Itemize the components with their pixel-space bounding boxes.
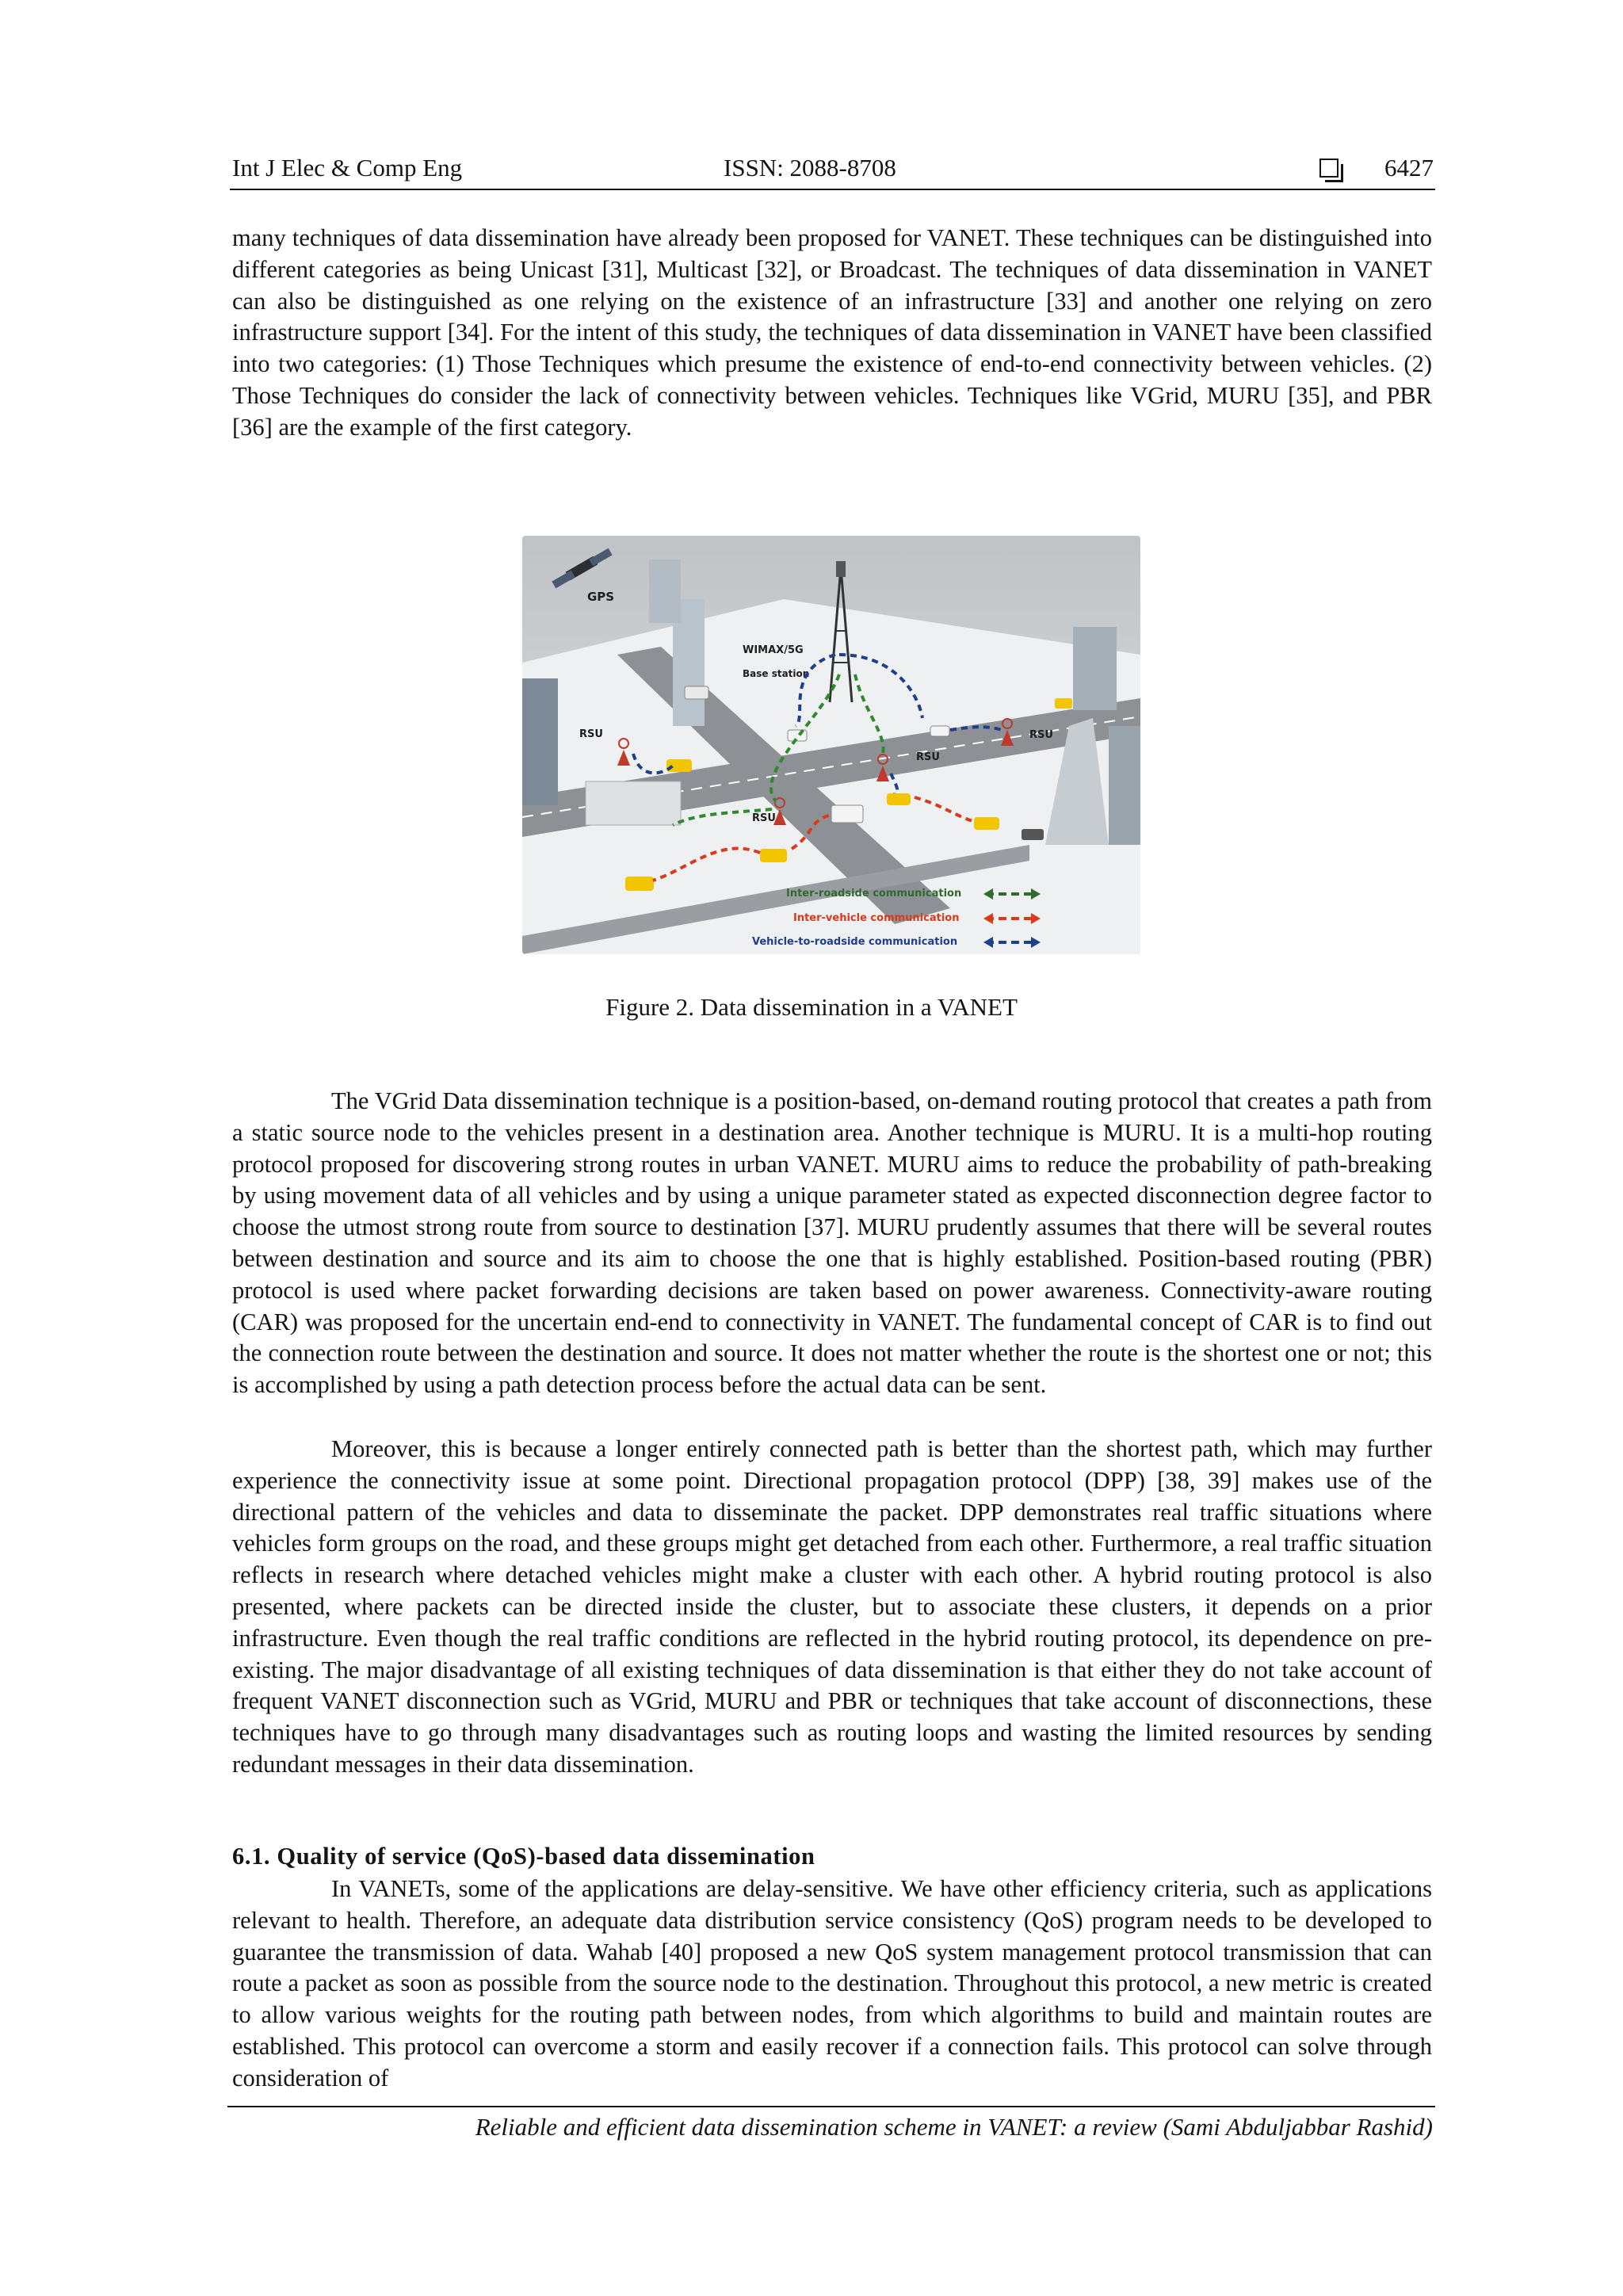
rsu-label-center: RSU bbox=[916, 751, 940, 763]
building-tall bbox=[649, 560, 681, 623]
base-station-label-line2: Base station bbox=[743, 668, 810, 679]
base-station-label-line1: WIMAX/5G bbox=[743, 644, 804, 656]
section-heading-6-1: 6.1. Quality of service (QoS)-based data dissemination bbox=[232, 1843, 815, 1870]
issn: ISSN: 2088-8708 bbox=[724, 154, 896, 181]
running-footer: Reliable and efficient data dissemination scheme in VANET: a review (Sami Abduljabbar Rashid) bbox=[475, 2113, 1433, 2141]
rsu-label-right: RSU bbox=[1029, 729, 1053, 741]
footer-rule bbox=[227, 2106, 1435, 2107]
legend-label-inter-roadside: Inter-roadside communication bbox=[786, 888, 962, 900]
rsu-label-bottom: RSU bbox=[752, 812, 776, 824]
page-number: 6427 bbox=[1384, 154, 1434, 181]
building-left bbox=[522, 678, 558, 805]
building-far-right bbox=[1109, 726, 1140, 845]
rsu-label-left: RSU bbox=[579, 728, 603, 740]
header-rule bbox=[230, 189, 1435, 190]
paragraph-intro: many techniques of data dissemination have already been proposed for VANET. These techniques can be distinguished into different categories as being Unicast [31], Multicast [32], or Broadcast. The techniques of data dissemination in VANET can also be distinguished as one relying on the existence of an infrastructure [33] and another one relying on zero infrastructure support [34]. For the intent of this study, the techniques of data dissemination in VANET have been classified into two categories: (1) Those Techniques which presume the existence of end-to-end connectivity between vehicles. (2) Those Techniques do consider the lack of connectivity between vehicles. Techniques like VGrid, MURU [35], and PBR [36] are the example of the first category. bbox=[232, 224, 1432, 441]
gps-label: GPS bbox=[587, 590, 615, 604]
paragraph-moreover: Moreover, this is because a longer entirely connected path is better than the shortest path, which may further experience the connectivity issue at some point. Directional propagation protocol (DPP) [38, 39] makes use of the directional pattern of the vehicles and data to disseminate the packet. DPP demonstrates real traffic situations where vehicles form groups on the road, and these groups might get detached from each other. Furthermore, a real traffic situation reflects in research where detached vehicles might make a cluster with each other. A hybrid routing protocol is also presented, where packets can be directed inside the cluster, but to associate these clusters, it depends on a prior infrastructure. Even though the real traffic conditions are reflected in the hybrid routing protocol, its dependence on pre-existing. The major disadvantage of all existing techniques of data dissemination is that either they do not take account of frequent VANET disconnection such as VGrid, MURU and PBR or techniques that take account of disconnections, these techniques have to go through many disadvantages such as routing loops and wasting the limited resources by sending redundant messages in their data dissemination. bbox=[232, 1435, 1432, 1778]
figure-caption: Figure 2. Data dissemination in a VANET bbox=[605, 993, 1018, 1021]
legend-label-vehicle-to-roadside: Vehicle-to-roadside communication bbox=[752, 936, 958, 948]
paragraph-vgrid: The VGrid Data dissemination technique is a position-based, on-demand routing protocol that creates a path from a static source node to the vehicles present in a destination area. Another technique is MURU. It is a multi-hop routing protocol proposed for discovering strong routes in urban VANET. MURU aims to reduce the probability of path-breaking by using movement data of all vehicles and by using a unique parameter stated as expected disconnection degree factor to choose the utmost strong route from source to destination [37]. MURU prudently assumes that there will be several routes between destination and source and its aim to choose the one that is highly established. Position-based routing (PBR) protocol is used where packet forwarding decisions are taken based on power awareness. Connectivity-aware routing (CAR) was proposed for the uncertain end-end to connectivity in VANET. The fundamental concept of CAR is to find out the connection route between the destination and source. It does not matter whether the route is the shortest one or not; this is accomplished by using a path detection process before the actual data can be sent. bbox=[232, 1087, 1432, 1399]
square-bullet-icon bbox=[1319, 159, 1338, 178]
legend-label-inter-vehicle: Inter-vehicle communication bbox=[793, 912, 960, 924]
vanet-diagram bbox=[522, 536, 1140, 954]
journal-name: Int J Elec & Comp Eng bbox=[232, 154, 463, 181]
paragraph-qos: In VANETs, some of the applications are delay-sensitive. We have other efficiency criteria, such as applications relevant to health. Therefore, an adequate data distribution service consistency (QoS) program needs to be developed to guarantee the transmission of data. Wahab [40] proposed a new QoS system management protocol transmission that can route a packet as soon as possible from the source node to the destination. Throughout this protocol, a new metric is created to allow various weights for the routing path between nodes, from which algorithms to build and maintain routes are established. This protocol can overcome a storm and easily recover if a connection fails. This protocol can solve through consideration of bbox=[232, 1875, 1432, 2092]
building-house bbox=[586, 781, 681, 825]
figure-2-vanet-illustration bbox=[522, 536, 1140, 954]
running-header bbox=[232, 154, 1434, 189]
building-right bbox=[1073, 627, 1117, 710]
